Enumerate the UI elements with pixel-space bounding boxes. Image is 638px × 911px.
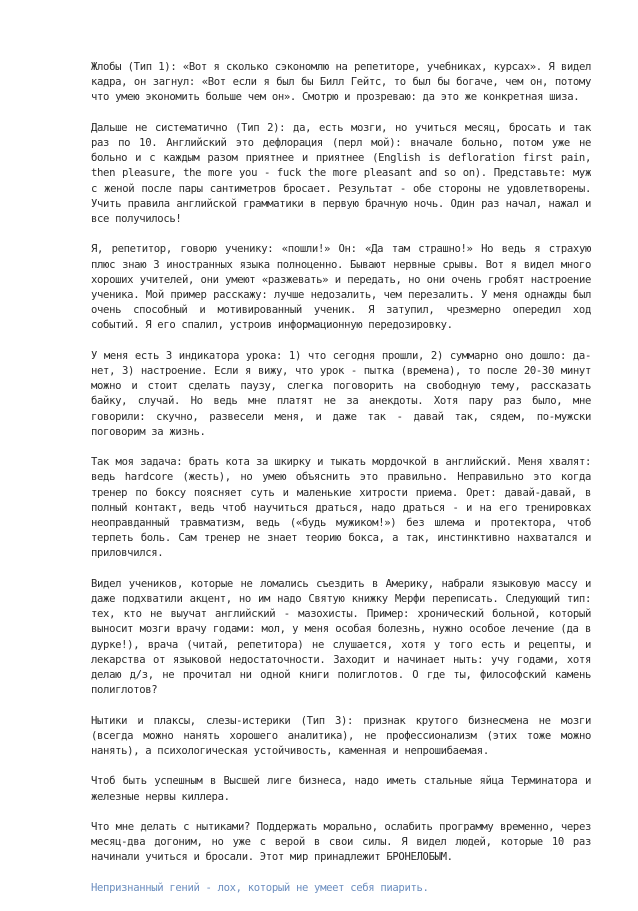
paragraph-8: Чтоб быть успешным в Высшей лиге бизнеса, надо иметь стальные яйца Терминатора и железные нервы киллера.	[91, 775, 591, 803]
paragraph-9: Что мне делать с нытиками? Поддержать морально, ослабить программу временно, через месяц-два догоним, но уже с верой в свои силы. Я видел людей, которые 10 раз начинали учиться и бросали. Этот мир принадлежит БРОНЕЛОБЫМ.	[91, 821, 591, 864]
paragraph-2: Дальше не систематично (Тип 2): да, есть мозги, но учиться месяц, бросать и так раз по 10. Английский это дефлорация (перл мой): вначале больно, потом уже не больно и с каждым разом приятнее и приятнее (English is defloration first pain, then pleasure, the more you - fuck the more pleasant and so on). Представьте: муж с женой после пары сантиметров бросает. Результат - обе стороны не удовлетворены. Учить правила английской грамматики в первую брачную ночь. Один раз начал, нажал и все получилось!	[91, 121, 591, 226]
paragraph-3: Я, репетитор, говорю ученику: «пошли!» Он: «Да там страшно!» Но ведь я страхую плюс знаю 3 иностранных языка полноценно. Бывают нервные срывы. Вот я видел много хороших учителей, они умеют «разжевать» и передать, но они очень гробят настроение ученика. Мой пример расскажу: лучше недозалить, чем перезалить. У меня однажды был очень способный и мотивированный ученик. Я затупил, чрезмерно опередил ход событий. Я его спалил, устроив информационную передозировку.	[91, 243, 591, 332]
document-page	[91, 60, 591, 911]
paragraph-1: Жлобы (Тип 1): «Вот я сколько сэкономлю на репетиторе, учебниках, курсах». Я видел кадра, он загнул: «Вот если я был бы Билл Гейтс, то был бы богаче, чем он, потому что умею экономить больше чем он». Смотрю и прозреваю: да это же конкретная шиза.	[91, 61, 591, 104]
paragraph-5: Так моя задача: брать кота за шкирку и тыкать мордочкой в английский. Меня хвалят: ведь hardcore (жесть), но умею объяснить это правильно. Неправильно это когда тренер по боксу поясняет суть и маленькие хитрости приема. Орет: давай-давай, в полный контакт, ведь чтоб научиться драться, надо драться - и на его тренировках неоправданный травматизм, ведь («будь мужиком!») без шлема и протектора, чтоб терпеть боль. Сам тренер не знает теорию бокса, а так, инстинктивно нахватался и приловчился.	[91, 456, 591, 560]
closing-quote: Непризнанный гений - лох, который не умеет себя пиарить.	[91, 881, 429, 894]
paragraph-4: У меня есть 3 индикатора урока: 1) что сегодня прошли, 2) суммарно оно дошло: да-нет, 3) настроение. Если я вижу, что урок - пытка (времена), то после 20-30 минут можно и стоит сделать паузу, слегка поговорить на свободную тему, рассказать байку, случай. Но ведь мне платят не за анекдоты. Хотя пару раз было, мне говорили: скучно, развесели меня, и даже так - давай так, сядем, по-мужски поговорим за жизнь.	[91, 349, 591, 438]
paragraph-6: Видел учеников, которые не ломались съездить в Америку, набрали языковую массу и даже подхватили акцент, но им надо Святую книжку Мерфи переписать. Следующий тип: тех, кто не выучат английский - мазохисты. Пример: хронический больной, который выносит мозги врачу годами: мол, у меня особая болезнь, нужно особое лечение (да в дурке!), врача (читай, репетитора) не слушается, хотя у того есть и рецепты, и лекарства от языковой недостаточности. Заходит и начинает ныть: учу годами, хотя делаю д/з, не прочитал ни одной книги полиглотов. О где ты, философский камень полиглотов?	[91, 577, 591, 697]
paragraph-7: Нытики и плаксы, слезы-истерики (Тип 3): признак крутого бизнесмена не мозги (всегда можно нанять хорошего аналитика), не профессионализм (этих тоже можно нанять), а психологическая устойчивость, каменная и непрошибаемая.	[91, 714, 591, 758]
